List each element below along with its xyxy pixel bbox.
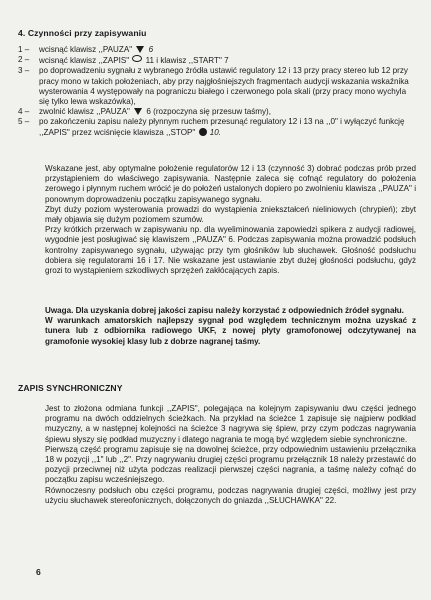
step-text: wcisnąć klawisz ,,ZAPIS" (39, 56, 130, 66)
notice-block (45, 306, 416, 347)
step-item (18, 45, 416, 55)
step-text: zwolnić klawisz ,,PAUZA" (39, 107, 130, 117)
paragraph: Równoczesny podsłuch obu części programu, podczas nagrywania drugiej części, możliwy jest przy użyciu słuchawek stereofonicznych, dołączonych do gniazda ,,SŁUCHAWKA" 22. (45, 485, 416, 505)
step-ref: 6 (148, 45, 154, 54)
stop-circle-icon (199, 128, 207, 136)
pause-triangle-icon (134, 108, 142, 115)
step-text: po doprowadzeniu sygnału z wybranego źródła ustawić regulatory 12 i 13 przy pracy stereo lub 12 przy pracy mono w takich położeniach, aby przy najgłośniejszych fragmentach audycji wskazania wskaźnika wysterowania 4 występowały na pograniczu białego i czerwonego pola skali (przy pracy mono wychyla się tylko lewa wskazówka), (39, 66, 409, 107)
body-text-block (45, 404, 416, 506)
step-number: 4 – (18, 107, 30, 117)
step-text: 11 i klawisz ,,START" 7 (145, 56, 229, 66)
page-number: 6 (36, 567, 41, 577)
notice-text: Uwaga. Dla uzyskania dobrej jakości zapisu należy korzystać z odpowiednich źródeł sygnału. (45, 306, 404, 315)
step-number: 5 – (18, 117, 30, 127)
paragraph: Zbyt duży poziom wysterowania prowadzi do wystąpienia zniekształceń nieliniowych (chrypień); zbyt mały objawia się dużym poziomem szumów. (45, 204, 416, 225)
step-item (18, 66, 416, 107)
step-text: 6 (rozpoczyna się przesuw taśmy), (146, 107, 271, 117)
steps-list (18, 45, 416, 138)
section-heading: 4. Czynności przy zapisywaniu (18, 28, 147, 38)
body-text-block (45, 164, 416, 276)
step-number: 1 – (18, 45, 30, 54)
notice-text: W warunkach amatorskich najlepszy sygnał pod względem technicznym można uzyskać z tunera lub z odbiornika radiowego UKF, z nowej płyty gramofonowej odczytywanej na gramofonie wysokiej klasy lub z dobrze nagranej taśmy. (45, 316, 416, 346)
step-item (18, 117, 416, 137)
step-number: 3 – (18, 66, 30, 76)
paragraph: Wskazane jest, aby optymalne położenie regulatorów 12 i 13 (czynność 3) dobrać podczas prób przed przystąpieniem do właściwego zapisywania. Następnie zaleca się cofnąć regulatory do położenia zerowego i płynnym ruchem wrócić je do położeń ustalonych dopiero po zwolnieniu klawisza ,,PAUZA" i ponownym doprowadzeniu początku zapisywanego sygnału. (45, 164, 416, 204)
pause-triangle-icon (136, 46, 144, 53)
paragraph: Przy krótkich przerwach w zapisywaniu np. dla wyeliminowania zapowiedzi spikera z audycji radiowej, wygodnie jest posługiwać się klawiszem ,,PAUZA" 6. Podczas zapisywania można prowadzić podsłuch kontrolny zapisywanego sygnału, używając przy tym głośników lub słuchawek. Głośność podsłuchu dobiera się regulatorami 16 i 17. Nie wskazane jest ustawianie zbyt dużej głośności podsłuchu, gdyż grozi to wystąpieniem szkodliwych sprzężeń zakłócających zapis. (45, 225, 416, 276)
record-symbol-icon (132, 55, 142, 62)
section-heading: ZAPIS SYNCHRONICZNY (18, 383, 123, 393)
paragraph: Pierwszą część programu zapisuje się na dowolnej ścieżce, przy odpowiednim ustawieniu przełącznika 18 w pozycji ,,1" lub ,,2". Przy nagrywaniu drugiej części programu przełącznik 18 należy przestawić do pozycji przeciwnej niż użyta podczas realizacji pierwszej części nagrania, a taśmę należy cofnąć do początku zapisu wcześniejszego. (45, 444, 416, 485)
paragraph: Jest to złożona odmiana funkcji ,,ZAPIS", polegająca na kolejnym zapisywaniu dwu części jednego programu na dwóch oddzielnych ścieżkach. Na przykład na ścieżce 1 zapisuje się najpierw podkład muzyczny, a w następnej kolejności na ścieżce 3 nagrywa się śpiew, przy czym podczas nagrywania śpiewu słyszy się podkład muzyczny i dlatego nagrania te mogą być względem siebie synchroniczne. (45, 404, 416, 444)
step-ref: 10. (209, 127, 222, 137)
step-item (18, 107, 416, 117)
step-item (18, 55, 416, 66)
step-number: 2 – (18, 55, 30, 65)
step-text: po zakończeniu zapisu należy płynnym ruchem przesunąć regulatory 12 i 13 na ,,0" i wyłączyć funkcję ,,ZAPIS" przez wciśnięcie klawisza ,,STOP" (39, 117, 405, 137)
step-text: wcisnąć klawisz ,,PAUZA" (39, 45, 133, 54)
